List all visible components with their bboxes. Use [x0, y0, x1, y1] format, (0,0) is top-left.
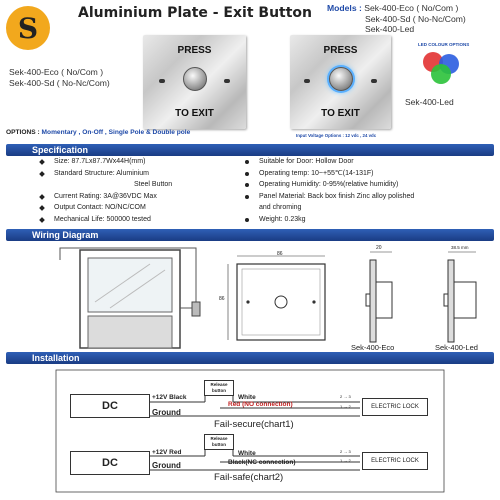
spec-text: Suitable for Door: Hollow Door — [259, 158, 354, 165]
led-colour-swatches — [423, 52, 465, 84]
logo-glyph: S — [17, 11, 39, 45]
circle-bullet-icon — [245, 183, 249, 187]
circle-bullet-icon — [245, 172, 249, 176]
led-model-label: Sek-400-Led — [405, 97, 454, 107]
section-bar-specification: Specification — [6, 144, 494, 156]
model-eco-label: Sek-400-Eco — [351, 343, 395, 352]
dim-side-label: 20 — [376, 245, 382, 251]
spec-row — [40, 214, 172, 226]
red-wire-label: Red (NO connection) — [228, 401, 293, 408]
led-colour-title: LED COLOUR OPTIONS — [418, 42, 470, 47]
wire-voltage-label: +12V Red — [152, 449, 182, 456]
electric-lock-box: ELECTRIC LOCK — [362, 452, 428, 470]
side-view-eco-drawing — [366, 252, 392, 342]
spec-text: Panel Material: Back box finish Zinc alloy polished — [259, 192, 415, 200]
black-wire-label: Black(NC connection) — [228, 459, 296, 466]
model-led-label: Sek-400-Led — [435, 343, 478, 352]
exit-label: TO EXIT — [321, 108, 360, 119]
spec-row — [40, 191, 172, 203]
release-button-box: Release button — [204, 434, 234, 450]
circle-bullet-icon — [245, 160, 249, 164]
dim-top-label: 86 — [277, 251, 283, 257]
spec-row — [245, 179, 414, 191]
chart2-caption: Fail-safe(chart2) — [214, 472, 284, 483]
spec-row — [40, 156, 172, 168]
model-item: Sek-400-Eco ( No/Com ) — [364, 3, 459, 13]
push-button-icon — [183, 67, 207, 91]
release-button-box: Release button — [204, 380, 234, 396]
spec-row — [245, 156, 414, 168]
spec-list-right — [245, 156, 414, 226]
spec-row-continued — [40, 179, 172, 191]
pin-label: 2 → 3 — [340, 449, 351, 454]
circle-bullet-icon — [245, 195, 249, 199]
screw-icon — [224, 79, 230, 83]
side-view-led-drawing — [444, 252, 476, 342]
spec-text: Current Rating: 3A@36VDC Max — [54, 192, 157, 200]
model-item: Sek-400-Sd ( No-Nc/Com) — [365, 13, 466, 24]
spec-text: Size: 87.7Lx87.7Wx44H(mm) — [54, 158, 146, 165]
spec-row-continued — [245, 202, 414, 214]
door-drawing — [60, 248, 200, 348]
chart1-caption: Fail-secure(chart1) — [214, 419, 294, 430]
model-item: Sek-400-Sd ( No-Nc/Com) — [9, 78, 110, 88]
electric-lock-box: ELECTRIC LOCK — [362, 398, 428, 416]
diamond-bullet-icon — [39, 206, 45, 212]
screw-icon — [304, 79, 310, 83]
screw-icon — [159, 79, 165, 83]
exit-button-plate-eco — [143, 35, 246, 129]
press-label: PRESS — [323, 45, 358, 56]
dim-height-label: 86 — [219, 296, 225, 302]
left-models-list — [9, 67, 110, 89]
spec-text: Standard Structure: Aluminium — [54, 169, 149, 177]
led-green-swatch — [431, 64, 451, 84]
press-label: PRESS — [177, 45, 212, 56]
screw-icon — [371, 79, 377, 83]
page-title: Aluminium Plate - Exit Button — [78, 5, 313, 21]
wire-voltage-label: +12V Black — [152, 394, 187, 401]
options-text: Momentary , On-Off , Single Pole & Double pole — [41, 129, 191, 136]
exit-button-plate-led — [290, 35, 391, 129]
dc-power-box: DC — [70, 394, 150, 418]
pin-label: 1 → 2 — [340, 458, 351, 463]
exit-label: TO EXIT — [175, 108, 214, 119]
spec-row — [245, 191, 414, 203]
spec-row — [40, 168, 172, 180]
dim-led-label: 38.5 mm — [451, 245, 469, 250]
section-bar-installation: Installation — [6, 352, 494, 364]
front-view-drawing — [228, 256, 325, 340]
pin-label: 2 → 3 — [340, 394, 351, 399]
ground-label: Ground — [152, 408, 181, 417]
diamond-bullet-icon — [39, 217, 45, 223]
spec-text: Operating Humidity: 0-95%(relative humidity) — [259, 181, 399, 189]
spec-row — [245, 168, 414, 180]
pin-label: 1 → 2 — [340, 404, 351, 409]
diamond-bullet-icon — [39, 194, 45, 200]
brand-logo — [6, 6, 50, 50]
white-wire-label: White — [238, 450, 256, 457]
ground-label: Ground — [152, 461, 181, 470]
spec-list-left — [40, 156, 172, 226]
spec-text: Weight: 0.23kg — [259, 215, 306, 223]
options-label: OPTIONS : — [6, 129, 40, 136]
spec-text: Steel Button — [134, 181, 173, 189]
diamond-bullet-icon — [39, 159, 45, 165]
circle-bullet-icon — [245, 218, 249, 222]
models-label: Models : — [327, 3, 362, 13]
white-wire-label: White — [238, 394, 256, 401]
spec-text: Mechanical Life: 500000 tested — [54, 215, 151, 223]
dc-power-box: DC — [70, 451, 150, 475]
diamond-bullet-icon — [39, 171, 45, 177]
section-bar-wiring: Wiring Diagram — [6, 229, 494, 241]
spec-text: and chroming — [259, 204, 302, 212]
spec-text: Operating temp: 10~+55℃(14-131F) — [259, 169, 374, 177]
models-list — [327, 3, 466, 35]
model-item: Sek-400-Eco ( No/Com ) — [9, 67, 104, 77]
model-item: Sek-400-Led — [365, 24, 415, 34]
spec-row — [40, 202, 172, 214]
spec-row — [245, 214, 414, 226]
options-line — [6, 129, 190, 136]
spec-text: Output Contact: NO/NC/COM — [54, 204, 146, 212]
led-push-button-icon — [329, 67, 353, 91]
voltage-options: Input Voltage Options : 12 vdc , 24 vdc — [296, 133, 377, 138]
wiring-drawings — [0, 242, 500, 350]
